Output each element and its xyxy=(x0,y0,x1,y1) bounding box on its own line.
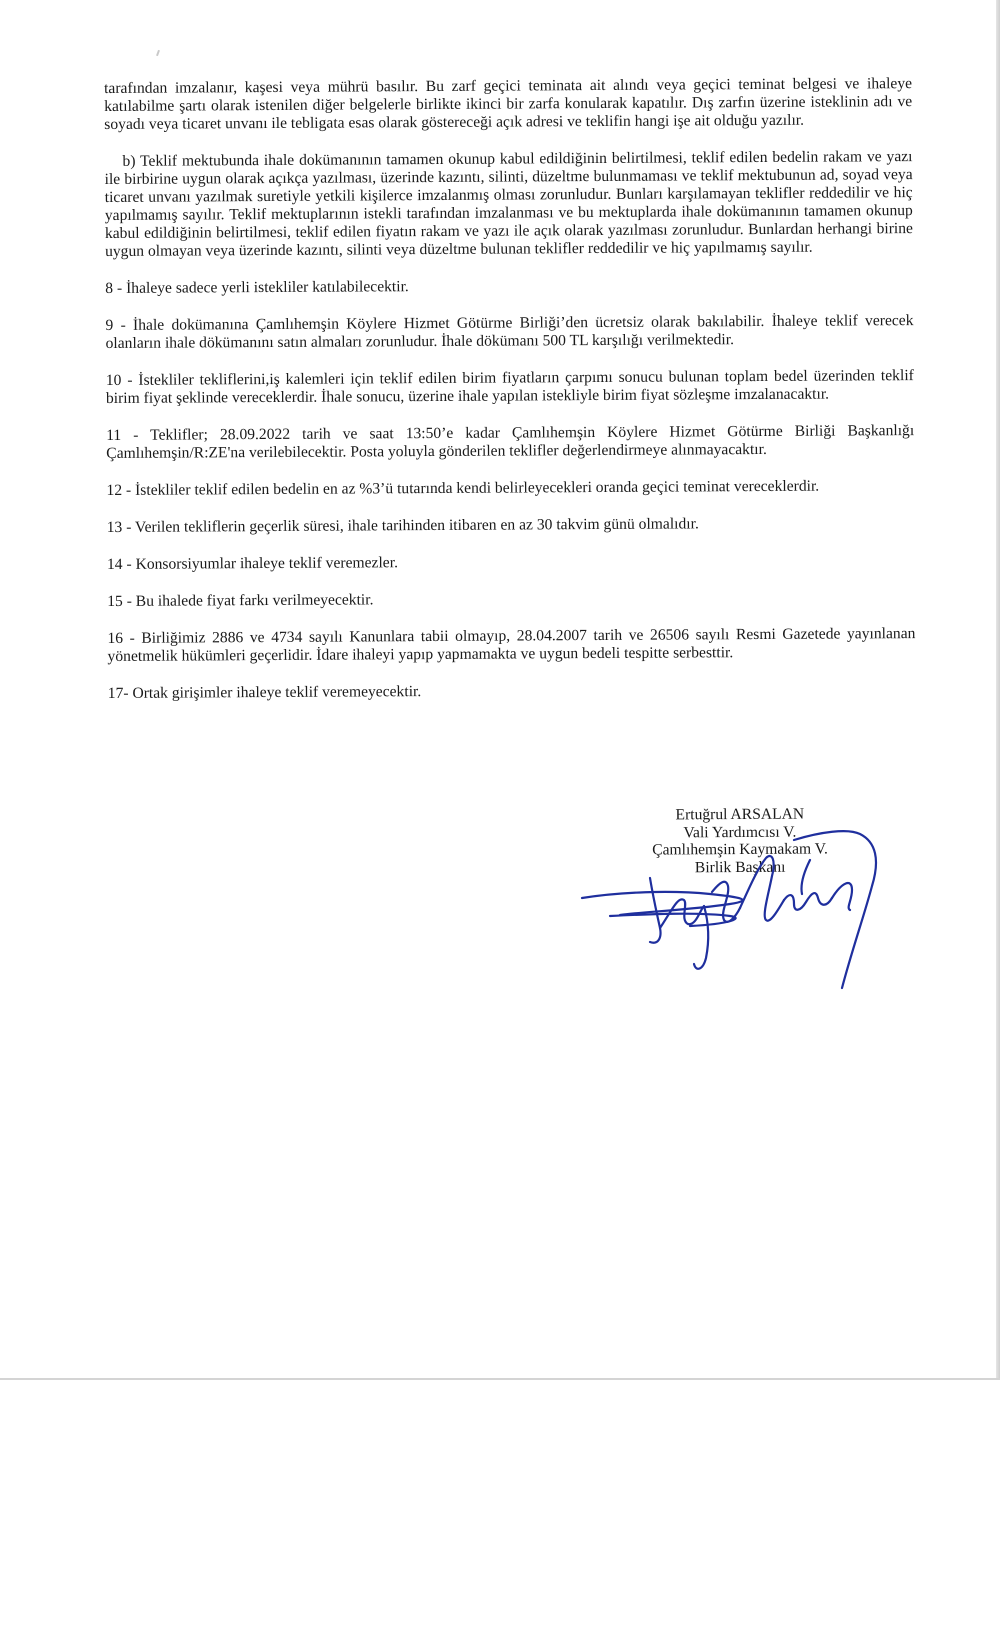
signatory-title-union-president: Birlik Başkanı xyxy=(694,858,786,876)
document-body xyxy=(104,75,916,722)
handwritten-signature xyxy=(580,820,920,990)
paragraph-14: 14 - Konsorsiyumlar ihaleye teklif veremezler. xyxy=(106,554,398,573)
paragraph-13: 13 - Verilen tekliflerin geçerlik süresi, ihale tarihinden itibaren en az 30 takvim günü olmalıdır. xyxy=(106,515,699,536)
page-bottom-edge xyxy=(0,1378,1000,1380)
paragraph-12: 12 - İstekliler teklif edilen bedelin en az %3’ü tutarında kendi belirleyecekleri oranda geçici teminat vereceklerdir. xyxy=(106,477,820,499)
signature-strokes xyxy=(582,831,876,988)
paragraph-17: 17- Ortak girişimler ihaleye teklif veremeyecektir. xyxy=(107,683,422,702)
paragraph-11: 11 - Teklifler; 28.09.2022 tarih ve saat 13:50’e kadar Çamlıhemşin Köylere Hizmet Götürme Birliği Başkanlığı Çamlıhemşin/R:ZE'na verilebilecektir. Posta yoluyla gönderilen teklifler değerlendirmeye alınmayacaktır. xyxy=(106,422,915,462)
signatory-name: Ertuğrul ARSALAN xyxy=(675,805,805,824)
paragraph-envelope-rules: tarafından imzalanır, kaşesi veya mührü basılır. Bu zarf geçici teminata ait alındı veya geçici teminat belgesi ve ihaleye katılabilme şartı olarak istenilen diğer belgelerle birlikte ikinci bir zarfa konularak kapatılır. Dış zarfın üzerine isteklinin adı ve soyadı veya ticaret unvanı ile tebligata esas olarak göstereceği açık adresi ve teklifin hangi işe ait olduğu yazılır. xyxy=(104,75,913,133)
paragraph-9: 9 - İhale dokümanına Çamlıhemşin Köylere Hizmet Götürme Birliği’den ücretsiz olarak bakılabilir. İhaleye teklif verecek olanların ihale dökümanını satın almaları zorunludur. İhale dökümanı 500 TL karşılığı verilmektedir. xyxy=(105,312,914,352)
scan-speck xyxy=(156,50,160,56)
paragraph-8: 8 - İhaleye sadece yerli istekliler katılabilecektir. xyxy=(105,278,409,297)
paragraph-10: 10 - İstekliler tekliflerini,iş kalemleri için teklif edilen birim fiyatların çarpımı sonucu bulunan toplam bedel üzerinden teklif birim fiyat şeklinde vereceklerdir. İhale sonucu, üzerine ihale yapılan istekliyle birim fiyat sözleşme imzalanacaktır. xyxy=(105,367,914,407)
signatory-title-district-governor: Çamlıhemşin Kaymakam V. xyxy=(652,840,828,859)
paragraph-16: 16 - Birliğimiz 2886 ve 4734 sayılı Kanunlara tabii olmayıp, 28.04.2007 tarih ve 26506 sayılı Resmi Gazetede yayınlanan yönetmelik hükümleri geçerlidir. İdare ihaleyi yapıp yapmamakta ve uygun bedeli tespitte serbesttir. xyxy=(107,625,916,665)
page-edge-shadow xyxy=(996,0,1000,1380)
paragraph-b-offer-letter: b) Teklif mektubunda ihale dokümanının tamamen okunup kabul edildiğinin belirtilmesi, teklif edilen bedelin rakam ve yazı ile birbirine uygun olarak açıkça yazılması, üzerinde kazıntı, silinti, düzeltme bulunmaması ve teklif mektubunun ad, soyad veya ticaret unvanı yazılmak suretiyle yetkili kişilerce imzalanmış olması zorunludur. Bunları karşılamayan teklifler reddedilir ve hiç yapılmamış sayılır. Teklif mektuplarının istekli tarafından imzalanması ve bu mektuplarda ihale dokümanının tamamen okunup kabul edildiğinin belirtilmesi, teklif edilen fiyatın rakam ve yazı ile açık olarak yazılması zorunludur. Bunlardan herhangi birine uygun olmayan veya üzerinde kazıntı, silinti veya düzeltme bulunan teklifler reddedilir ve hiç yapılmamış sayılır. xyxy=(104,148,913,260)
signatory-title-deputy-governor: Vali Yardımcısı V. xyxy=(683,823,797,841)
paragraph-15: 15 - Bu ihalede fiyat farkı verilmeyecektir. xyxy=(107,591,374,610)
